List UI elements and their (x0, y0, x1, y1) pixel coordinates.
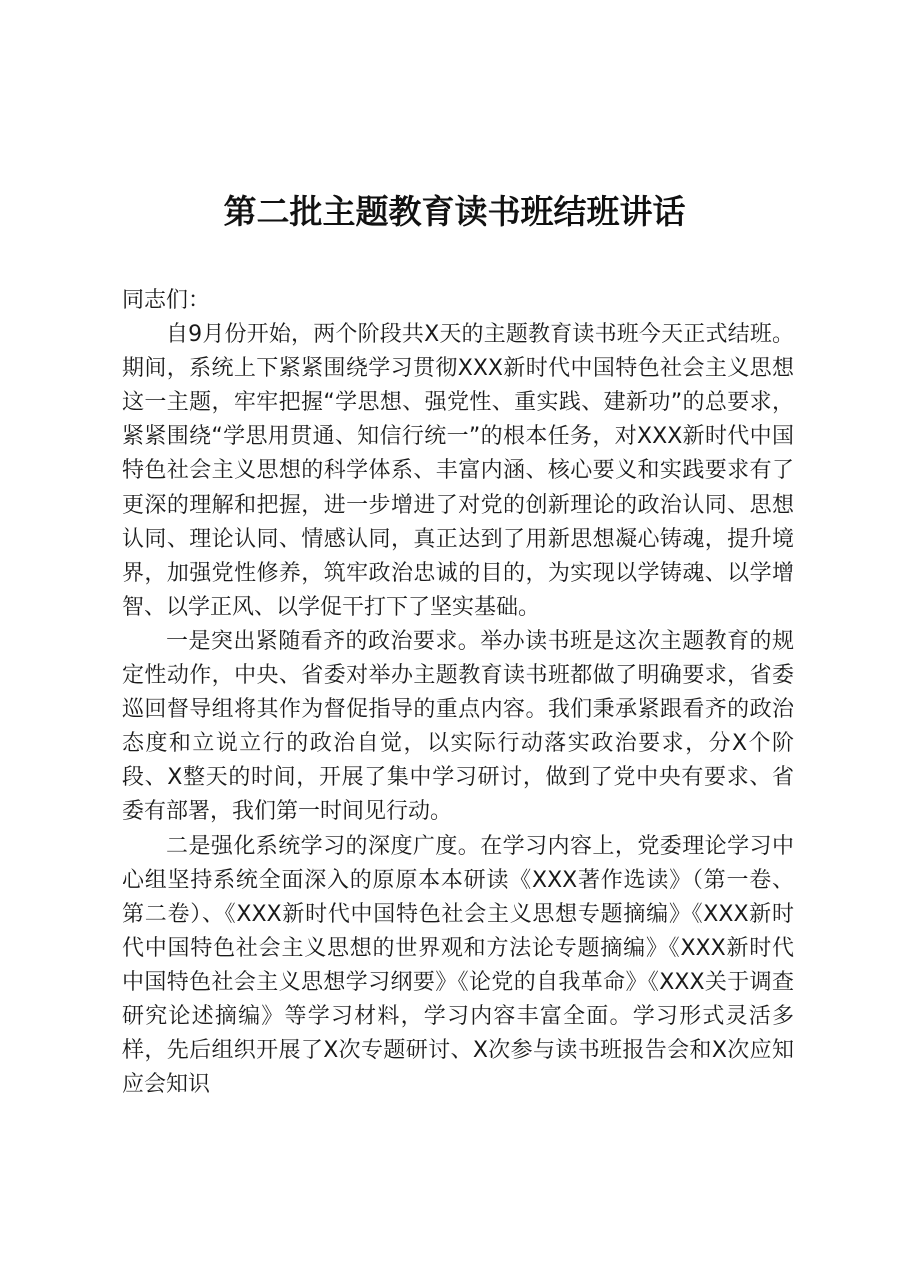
document-body (122, 284, 794, 1102)
salutation: 同志们： (122, 288, 211, 313)
paragraph-point-one: 一是突出紧随看齐的政治要求。举办读书班是这次主题教育的规定性动作，中央、省委对举办主题教育读书班都做了明确要求，省委巡回督导组将其作为督促指导的重点内容。我们秉承紧跟看齐的政治态度和立说立行的政治自觉，以实际行动落实政治要求，分X个阶段、X整天的时间，开展了集中学习研讨，做到了党中央有要求、省委有部署，我们第一时间见行动。 (122, 628, 794, 825)
paragraph-point-two: 二是强化系统学习的深度广度。在学习内容上，党委理论学习中心组坚持系统全面深入的原原本本研读《XXX著作选读》（第一卷、第二卷）、《XXX新时代中国特色社会主义思想专题摘编》《XXX新时代中国特色社会主义思想的世界观和方法论专题摘编》《XXX新时代中国特色社会主义思想学习纲要》《论党的自我革命》《XXX关于调查研究论述摘编》等学习材料，学习内容丰富全面。学习形式灵活多样，先后组织开展了X次专题研讨、X次参与读书班报告会和X次应知应会知识 (122, 833, 794, 1098)
paragraph-intro: 自9月份开始，两个阶段共X天的主题教育读书班今天正式结班。期间，系统上下紧紧围绕学习贯彻XXX新时代中国特色社会主义思想这一主题，牢牢把握“学思想、强党性、重实践、建新功”的总要求，紧紧围绕“学思用贯通、知信行统一”的根本任务，对XXX新时代中国特色社会主义思想的科学体系、丰富内涵、核心要义和实践要求有了更深的理解和把握，进一步增进了对党的创新理论的政治认同、思想认同、理论认同、情感认同，真正达到了用新思想凝心铸魂，提升境界，加强党性修养，筑牢政治忠诚的目的，为实现以学铸魂、以学增智、以学正风、以学促干打下了坚实基础。 (122, 322, 794, 620)
document-title: 第二批主题教育读书班结班讲话 (223, 192, 686, 231)
